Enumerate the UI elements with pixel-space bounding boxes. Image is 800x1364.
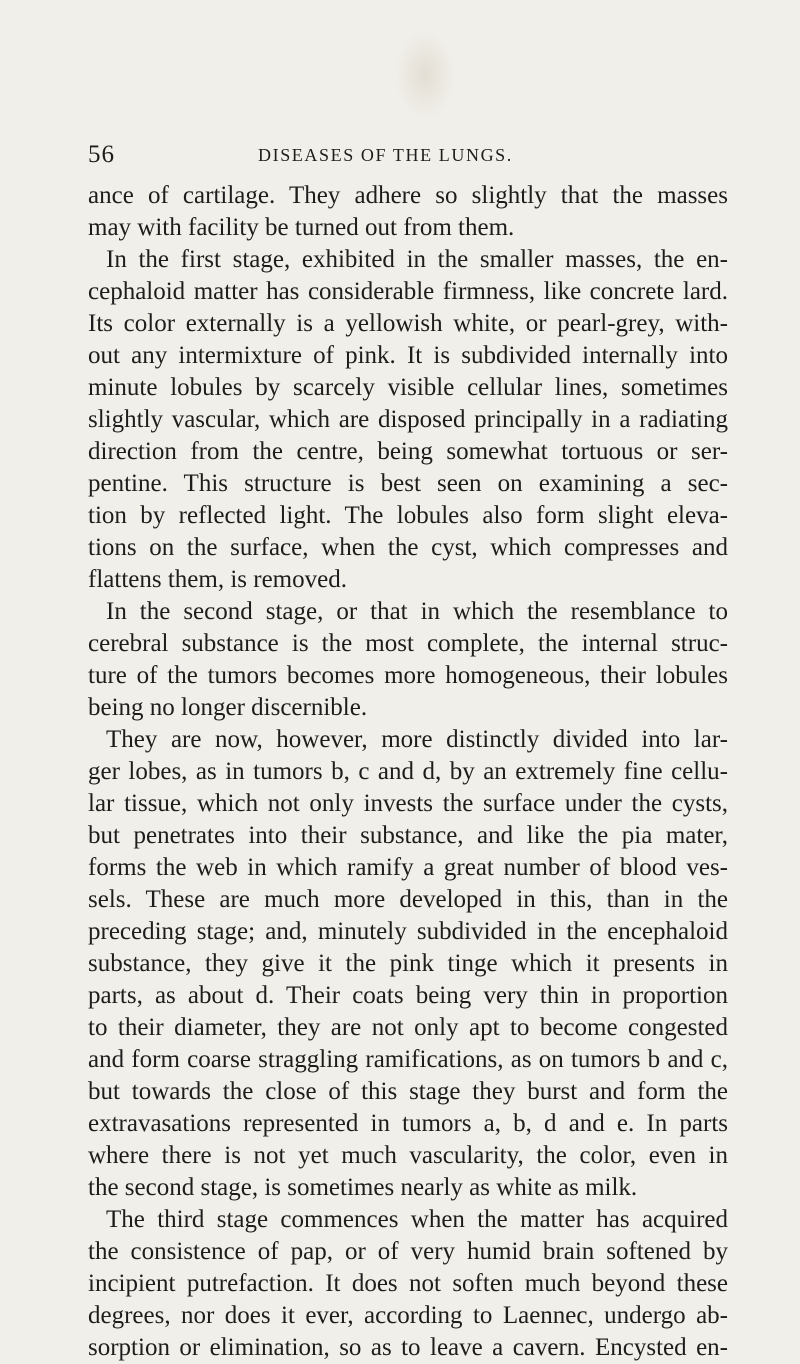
text-line: substance, they give it the pink tinge which it presents in <box>88 950 728 977</box>
text-line: but towards the close of this stage they burst and form the <box>88 1078 728 1105</box>
text-line: flattens them, is removed. <box>88 566 347 593</box>
text-line: the second stage, is sometimes nearly as white as milk. <box>88 1174 638 1201</box>
text-line: may with facility be turned out from them. <box>88 214 515 241</box>
text-line: They are now, however, more distinctly divided into lar- <box>106 726 728 753</box>
text-line: In the first stage, exhibited in the smaller masses, the en- <box>106 246 728 273</box>
text-line: tion by reflected light. The lobules also form slight eleva- <box>88 502 728 529</box>
text-line: sels. These are much more developed in this, than in the <box>88 886 728 913</box>
body-text <box>88 180 728 1364</box>
text-line: preceding stage; and, minutely subdivided in the encephaloid <box>88 918 728 945</box>
text-line: to their diameter, they are not only apt to become congested <box>88 1014 728 1041</box>
text-line: ger lobes, as in tumors b, c and d, by an extremely fine cellu- <box>88 758 728 785</box>
text-line: pentine. This structure is best seen on examining a sec- <box>88 470 728 497</box>
text-line: incipient putrefaction. It does not soften much beyond these <box>88 1270 728 1297</box>
text-line: slightly vascular, which are disposed principally in a radiating <box>88 406 728 433</box>
paper-stain <box>395 30 455 120</box>
page-header <box>88 141 728 173</box>
text-line: where there is not yet much vascularity, the color, even in <box>88 1142 728 1169</box>
text-line: The third stage commences when the matter has acquired <box>106 1206 728 1233</box>
text-line: tions on the surface, when the cyst, which compresses and <box>88 534 728 561</box>
text-line: forms the web in which ramify a great number of blood ves- <box>88 854 728 881</box>
text-line: direction from the centre, being somewhat tortuous or ser- <box>88 438 728 465</box>
text-line: extravasations represented in tumors a, b, d and e. In parts <box>88 1110 728 1137</box>
text-line: ance of cartilage. They adhere so slightly that the masses <box>88 182 728 209</box>
text-line: In the second stage, or that in which the resemblance to <box>106 598 728 625</box>
text-line: degrees, nor does it ever, according to Laennec, undergo ab- <box>88 1302 728 1329</box>
text-line: being no longer discernible. <box>88 694 368 721</box>
text-line: minute lobules by scarcely visible cellular lines, sometimes <box>88 374 728 401</box>
text-line: but penetrates into their substance, and like the pia mater, <box>88 822 728 849</box>
text-line: cephaloid matter has considerable firmness, like concrete lard. <box>88 278 728 305</box>
page-number: 56 <box>88 141 115 168</box>
text-line: and form coarse straggling ramifications, as on tumors b and c, <box>88 1046 728 1073</box>
running-title: DISEASES OF THE LUNGS. <box>258 145 513 165</box>
text-line: Its color externally is a yellowish white, or pearl-grey, with- <box>88 310 728 337</box>
text-line: lar tissue, which not only invests the surface under the cysts, <box>88 790 728 817</box>
text-line: parts, as about d. Their coats being very thin in proportion <box>88 982 728 1009</box>
text-line: sorption or elimination, so as to leave a cavern. Encysted en- <box>88 1334 728 1361</box>
text-line: the consistence of pap, or of very humid brain softened by <box>88 1238 728 1265</box>
text-line: out any intermixture of pink. It is subdivided internally into <box>88 342 728 369</box>
text-line: ture of the tumors becomes more homogeneous, their lobules <box>88 662 728 689</box>
text-line: cerebral substance is the most complete, the internal struc- <box>88 630 728 657</box>
